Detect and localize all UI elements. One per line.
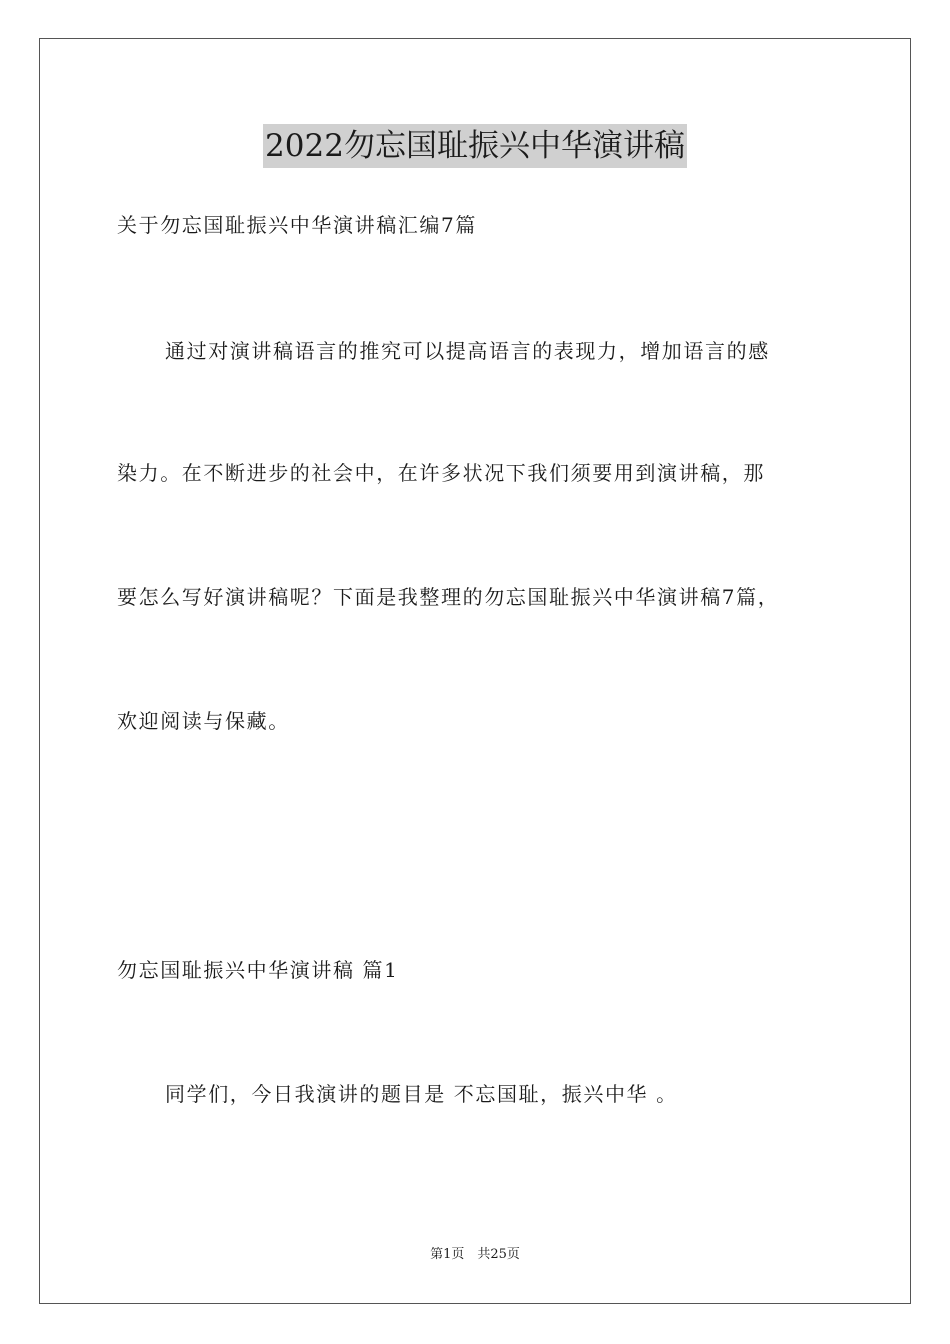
intro-line-3: 要怎么写好演讲稿呢？下面是我整理的勿忘国耻振兴中华演讲稿7篇，: [117, 585, 780, 609]
section-paragraph-line: 同学们，今日我演讲的题目是 不忘国耻，振兴中华 。: [165, 1082, 678, 1106]
document-title: 2022勿忘国耻振兴中华演讲稿: [263, 124, 687, 168]
intro-line-2: 染力。在不断进步的社会中，在许多状况下我们须要用到演讲稿，那: [117, 461, 765, 485]
intro-line-1: 通过对演讲稿语言的推究可以提高语言的表现力，增加语言的感: [165, 339, 770, 363]
title-container: [0, 124, 950, 168]
page-number-footer: 第1页 共25页: [430, 1247, 520, 1262]
section-heading: 勿忘国耻振兴中华演讲稿 篇1: [117, 958, 399, 982]
intro-line-4: 欢迎阅读与保藏。: [117, 709, 290, 733]
document-subtitle: 关于勿忘国耻振兴中华演讲稿汇编7篇: [117, 213, 477, 237]
